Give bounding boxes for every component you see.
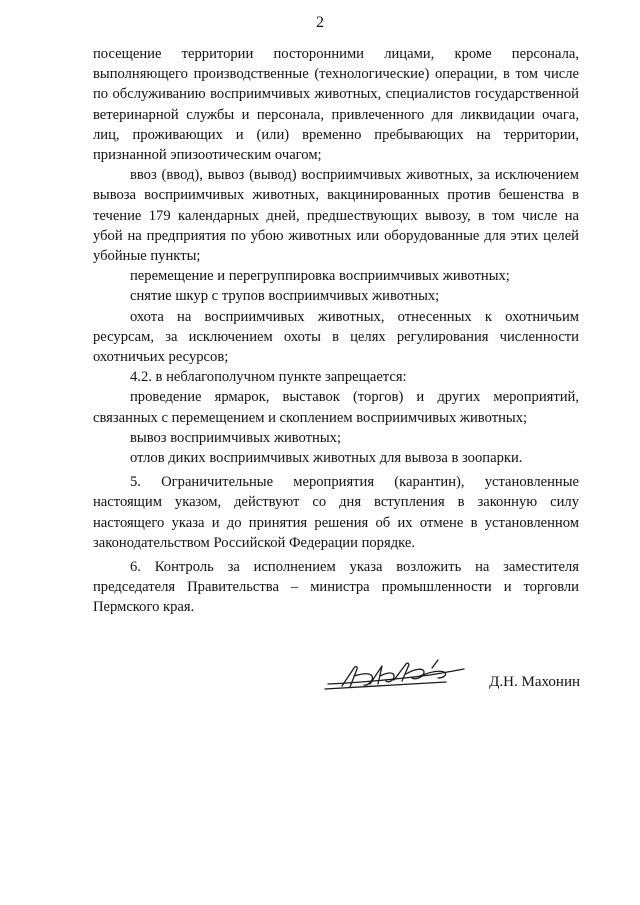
paragraph-section-6: 6. Контроль за исполнением указа возложить на заместителя председателя Правительства – министра промышленности и торговли Пермского края. xyxy=(93,559,579,616)
paragraph-regrouping: перемещение и перегруппировка восприимчивых животных; xyxy=(130,268,510,285)
paragraph-section-4-2: 4.2. в неблагополучном пункте запрещается: xyxy=(130,369,407,386)
document-body xyxy=(93,44,579,618)
paragraph-removal: вывоз восприимчивых животных; xyxy=(130,429,342,446)
paragraph-visit-restriction: посещение территории посторонними лицами, кроме персонала, выполняющего производственные (технологические) операции, в том числе по обслуживанию восприимчивых животных, специалистов государственной ветеринарной службы и персонала, привлеченного для ликвидации очага, лиц, проживающих и (или) временно пребывающих на территории, признанной эпизоотическим очагом; xyxy=(93,46,579,164)
handwritten-signature xyxy=(320,654,470,700)
signer-name: Д.Н. Махонин xyxy=(489,674,580,690)
paragraph-capture: отлов диких восприимчивых животных для вывоза в зоопарки. xyxy=(130,450,523,467)
paragraph-section-5: 5. Ограничительные мероприятия (карантин), установленные настоящим указом, действуют со дня вступления в законную силу настоящего указа и до принятия решения об их отмене в установленном законодательством Российской Федерации порядке. xyxy=(93,474,579,551)
paragraph-fairs: проведение ярмарок, выставок (торгов) и других мероприятий, связанных с перемещением и скоплением восприимчивых животных; xyxy=(93,389,579,426)
paragraph-hunting: охота на восприимчивых животных, отнесенных к охотничьим ресурсам, за исключением охоты в целях регулирования численности охотничьих ресурсов; xyxy=(93,308,579,366)
signature-block xyxy=(320,654,580,704)
page-number: 2 xyxy=(316,14,324,31)
paragraph-import-export: ввоз (ввод), вывоз (вывод) восприимчивых животных, за исключением вывоза восприимчивых животных, вакцинированных против бешенства в течение 179 календарных дней, предшествующих вывозу, в том числе на убой на предприятия по убою животных или оборудованные для этих целей убойные пункты; xyxy=(93,167,579,265)
paragraph-skinning: снятие шкур с трупов восприимчивых животных; xyxy=(130,288,440,305)
